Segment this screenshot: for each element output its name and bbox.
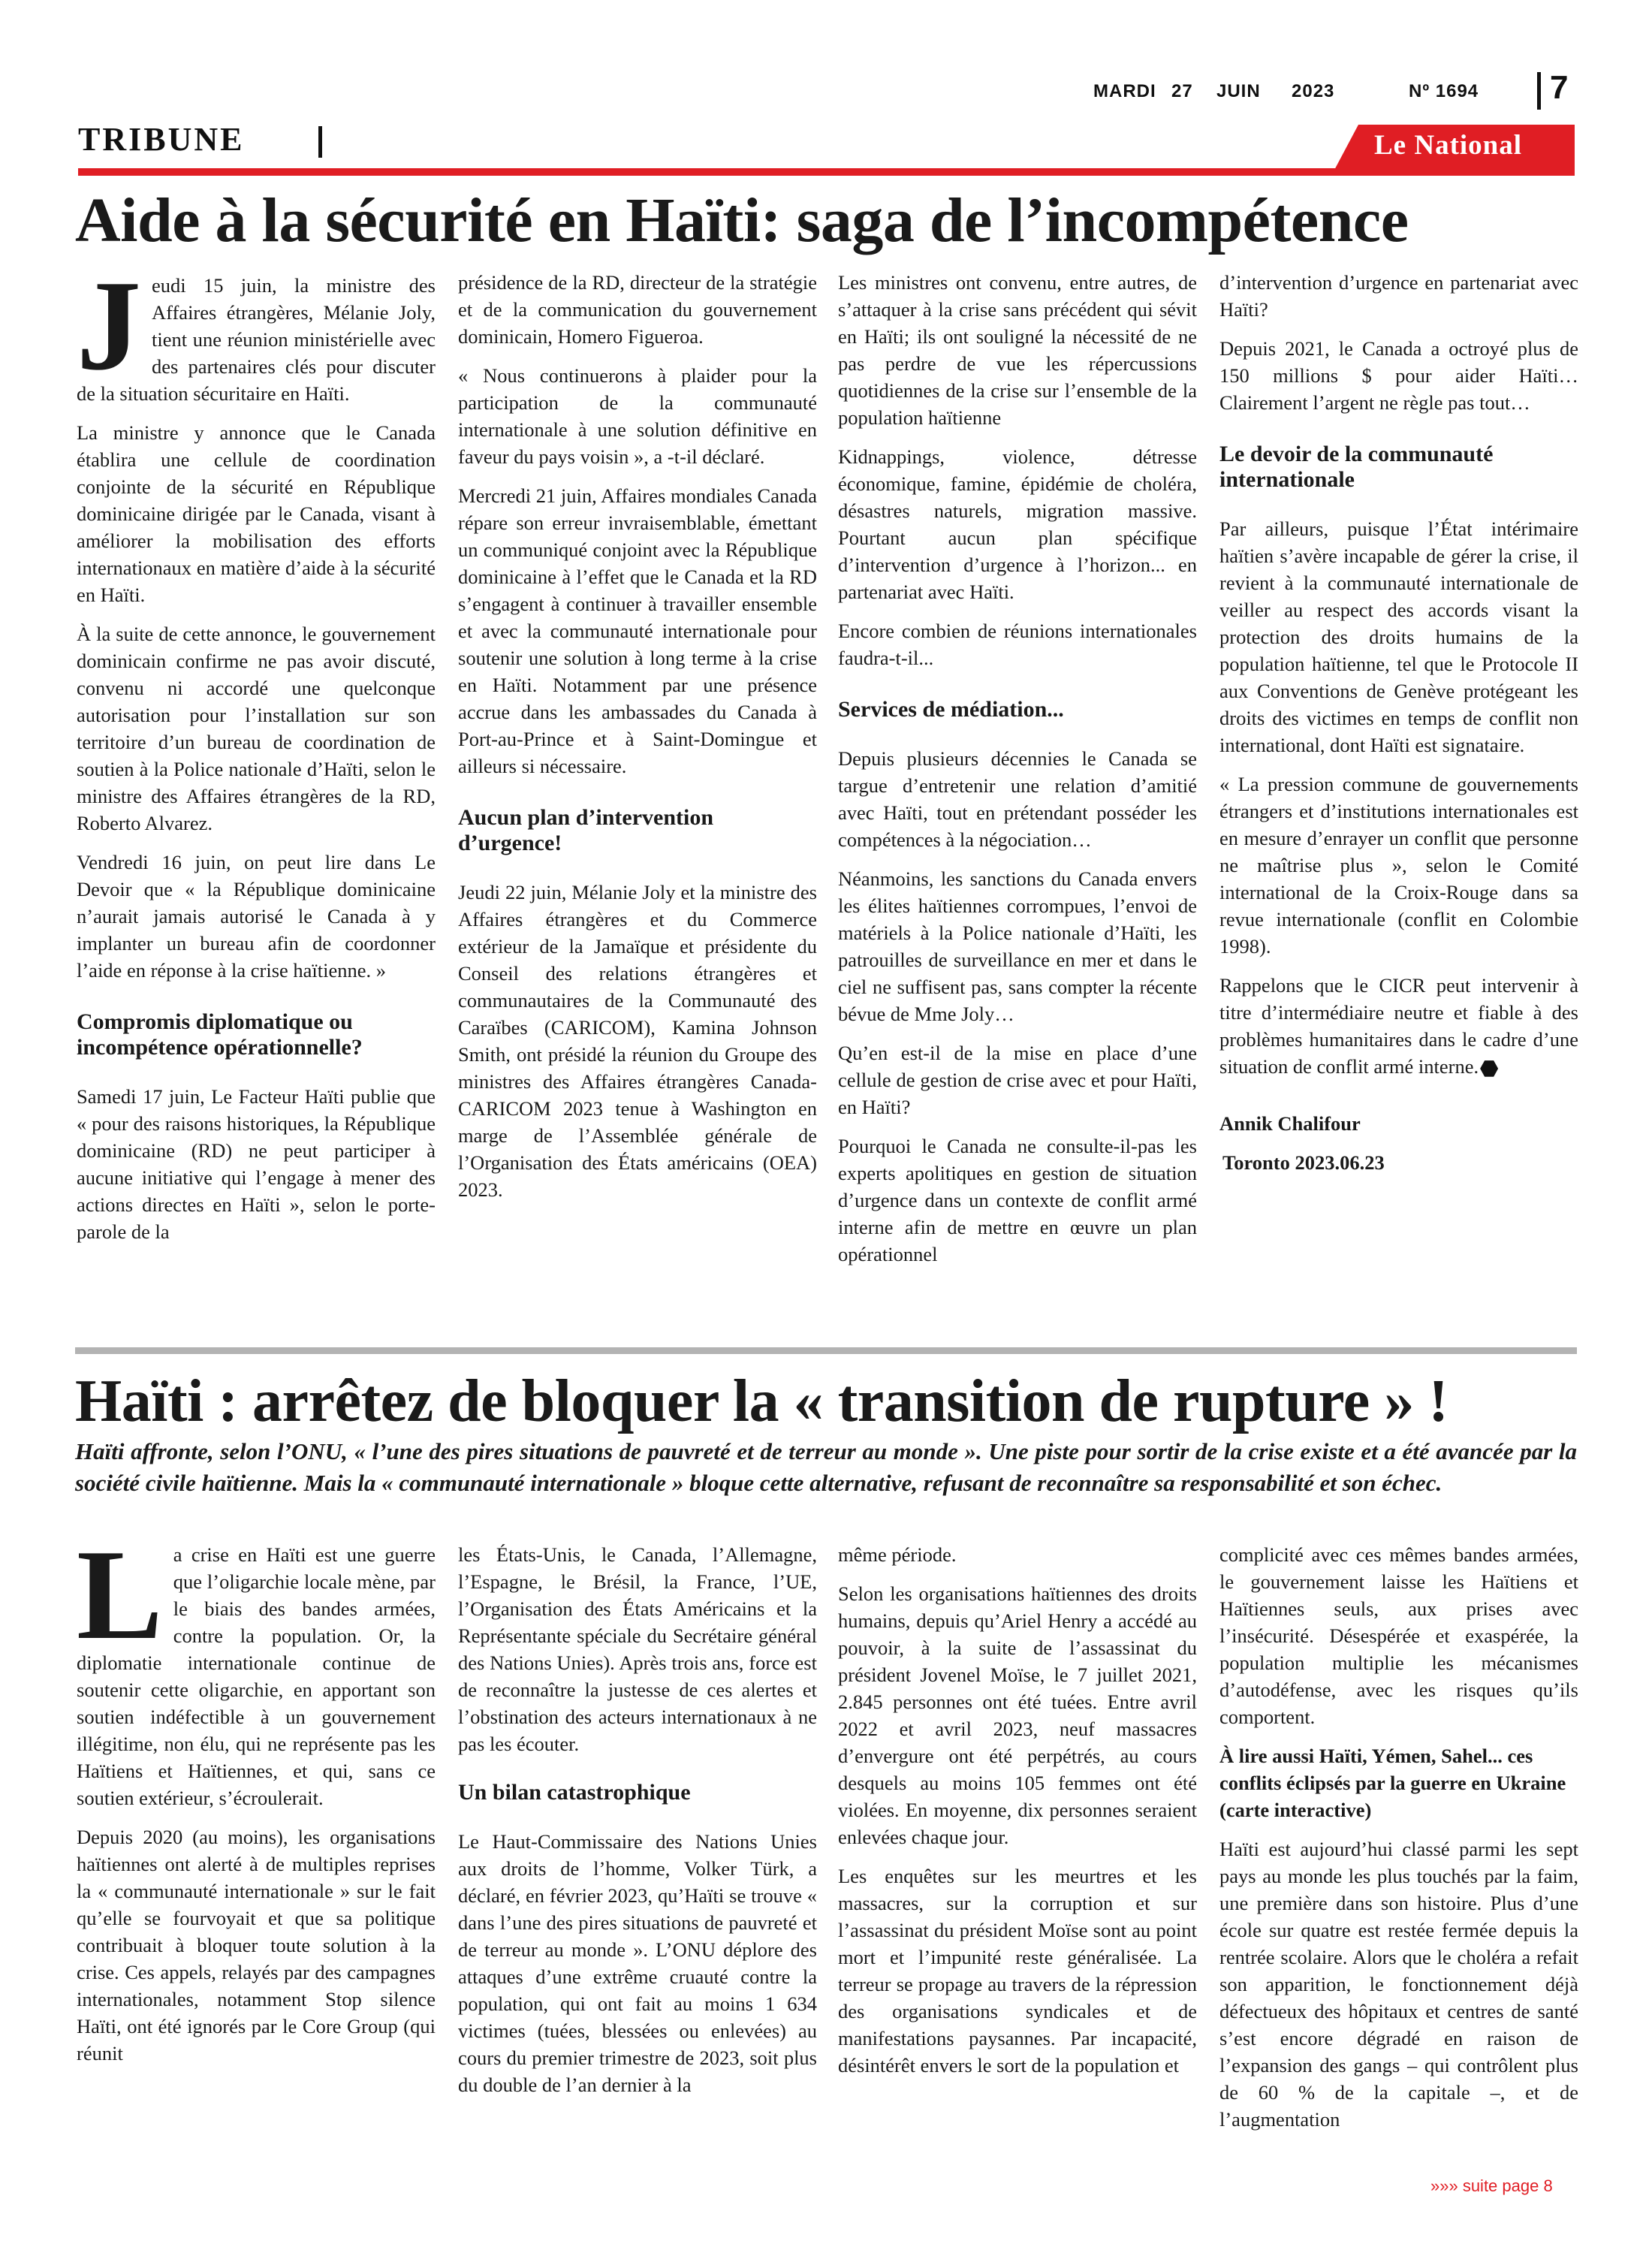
paragraph: eudi 15 juin, la ministre des Affaires étrangères, Mélanie Joly, tient une réunion ministérielle avec des partenaires clés pour discuter de la situation sécuritaire en Haïti. [77,274,436,405]
subheading: Aucun plan d’intervention d’urgence! [458,805,714,855]
paragraph: même période. [838,1543,957,1566]
article1-title: Aide à la sécurité en Haïti: saga de l’incompétence [75,185,1409,255]
paragraph: Mercredi 21 juin, Affaires mondiales Canada répare son erreur invraisemblable, émettant un communiqué conjoint avec la République dominicaine à l’effet que le Canada et la RD s’engagent à continuer à travailler ensemble et avec la communauté internationale pour soutenir une solution à long terme à la crise en Haïti. Notamment par une présence accrue dans les ambassades du Canada à Port-au-Prince et à Saint-Domingue et ailleurs si nécessaire. [458,484,817,777]
subheading: Compromis diplomatique ou incompétence opérationnelle? [77,1009,363,1060]
paragraph: Haïti est aujourd’hui classé parmi les sept pays au monde les plus touchés par la faim, une première dans son histoire. Plus d’une école sur quatre est restée fermée depuis la rentrée scolaire. Alors que le choléra a refait son apparition, le fonctionnement déjà défectueux des hôpitaux et centres de santé s’est encore dégradé en raison de l’expansion des gangs – qui contrôlent plus de 60 % de la capitale –, et de l’augmentation [1219,1838,1578,2131]
paragraph: Les enquêtes sur les meurtres et les massacres, sur la corruption et sur l’assassinat du président Moïse sont au point mort et l’impunité reste généralisée. La terreur se propage au travers de la répression des organisations syndicales et de manifestations paysannes. Par incapacité, désintérêt envers le sort de la population et [838,1865,1197,2077]
article2-deck: Haïti affronte, selon l’ONU, « l’une des pires situations de pauvreté et de terreur au monde ». Une piste pour sortir de la crise existe et a été avancée par la société civile haïtienne. Mais la « communauté internationale » bloque cette alternative, refusant de reconnaître sa responsabilité et son échec. [75,1438,1577,1496]
article1-author: Annik Chalifour [1219,1112,1361,1135]
issue-year: 2023 [1292,81,1335,101]
paragraph: Depuis 2020 (au moins), les organisations haïtiennes ont alerté à de multiples reprises la « communauté internationale » sur le fait qu’elle se fourvoyait et que sa politique contribuait à bloquer toute solution à la crise. Ces appels, relayés par des campagnes internationales, notamment Stop silence Haïti, ont été ignorés par le Core Group (qui réunit [77,1826,436,2064]
paragraph: Par ailleurs, puisque l’État intérimaire haïtien s’avère incapable de gérer la crise, il revient à la communauté internationale de veiller au respect des accords visant la protection des droits humains de la population haïtienne, tel que le Protocole II aux Conventions de Genève protégeant les droits des victimes en temps de conflit non international, dont Haïti est signataire. [1219,517,1578,756]
issue-month: JUIN [1216,81,1261,101]
article2-column-3 [838,1541,1197,2091]
paragraph: La ministre y annonce que le Canada établira une cellule de coordination conjointe de la sécurité en République dominicaine dirigée par le Canada, visant à améliorer la mobilisation des efforts internationaux en matière d’aide à la sécurité en Haïti. [77,421,436,606]
paragraph: Qu’en est-il de la mise en place d’une cellule de gestion de crise avec et pour Haïti, en Haïti? [838,1042,1197,1118]
section-label: TRIBUNE [78,121,245,158]
subheading: Services de médiation... [838,697,1064,722]
paragraph: Néanmoins, les sanctions du Canada envers les élites haïtiennes corrompues, l’envoi de matériels à la Police nationale d’Haïti, les patrouilles de surveillance en mer et dans le ciel ne suffisent pas, sans compter la récente bévue de Mme Joly… [838,867,1197,1025]
article1-place-date: Toronto 2023.06.23 [1222,1151,1385,1174]
subheading: Le devoir de la communauté internationale [1219,442,1494,492]
paragraph: Depuis plusieurs décennies le Canada se targue d’entretenir une relation d’amitié avec Haïti, tout en prétendant posséder les compétences à la négociation… [838,747,1197,851]
continued-on-page[interactable]: »»» suite page 8 [1430,2176,1553,2195]
paragraph: les États-Unis, le Canada, l’Allemagne, l’Espagne, le Brésil, la France, l’UE, l’Organisation des États Américains et la Représentante spéciale du Secrétaire général des Nations Unies). Après trois ans, force est de reconnaître la justesse de ces alertes et l’obstination des acteurs internationaux à ne pas les écouter. [458,1543,817,1755]
paragraph: Samedi 17 juin, Le Facteur Haïti publie que « pour des raisons historiques, la République dominicaine (RD) ne peut participer à aucune initiative qui l’engage à mener des actions directes en Haïti », selon le porte-parole de la [77,1085,436,1243]
paragraph: complicité avec ces mêmes bandes armées, le gouvernement laisse les Haïtiens et Haïtiennes seuls, aux prises avec l’insécurité. Désespérée et exaspérée, la population multiplie les mécanismes d’autodéfense, avec les risques qu’ils comportent. [1219,1543,1578,1728]
article2-title: Haïti : arrêtez de bloquer la « transition de rupture » ! [75,1368,1449,1434]
article2-column-1 [77,1524,436,2079]
paragraph: Le Haut-Commissaire des Nations Unies aux droits de l’homme, Volker Türk, a déclaré, en février 2023, qu’Haïti se trouve « dans l’une des pires situations de pauvreté et de terreur au monde ». L’ONU déplore des attaques d’une extrême cruauté contre la population, qui ont fait au moins 1 634 victimes (tuées, blessées ou enlevées) au cours du premier trimestre de 2023, soit plus du double de l’an dernier à la [458,1830,817,2096]
paragraph: Kidnappings, violence, détresse économique, famine, épidémie de choléra, désastres naturels, migration massive. Pourtant aucun plan spécifique d’intervention d’urgence à l’horizon... en partenariat avec Haïti. [838,445,1197,603]
paragraph: a crise en Haïti est une guerre que l’oligarchie locale mène, par le biais des bandes armées, contre la population. Or, la diplomatie internationale continue de soutenir cette oligarchie, en apportant son soutien indéfectible à un gouvernement illégitime, non élu, qui ne représente pas les Haïtiens et Haïtiennes, et qui, sans ce soutien extérieur, s’écroulerait. [77,1543,436,1809]
header-rule [78,168,1575,176]
article1-column-2 [458,269,817,1215]
paragraph: d’intervention d’urgence en partenariat avec Haïti? [1219,271,1578,321]
article1-column-1 [77,255,436,1257]
issue-number: Nº 1694 [1409,81,1479,101]
issue-day: MARDI [1093,81,1156,101]
article-divider [75,1347,1577,1354]
paragraph: « Nous continuerons à plaider pour la participation de la communauté internationale à une solution définitive en faveur du pays voisin », a -t-il déclaré. [458,364,817,468]
paper-name: Le National [1374,130,1523,161]
paragraph: Depuis 2021, le Canada a octroyé plus de 150 millions $ pour aider Haïti… Clairement l’argent ne règle pas tout… [1219,337,1578,414]
paragraph: Encore combien de réunions internationales faudra-t-il... [838,620,1197,669]
article1-column-4 [1219,269,1578,1188]
article2-dropcap: L [77,1524,163,1666]
paragraph: présidence de la RD, directeur de la stratégie et de la communication du gouvernement dominicain, Homero Figueroa. [458,271,817,348]
paragraph-text: Rappelons que le CICR peut intervenir à titre d’intermédiaire neutre et fiable à des problèmes humanitaires dans le cadre d’une situation de conflit armé interne. [1219,974,1578,1078]
related-article-link[interactable]: À lire aussi Haïti, Yémen, Sahel... ces conflits éclipsés par la guerre en Ukraine (carte interactive) [1219,1745,1566,1821]
page-number-divider [1537,72,1541,110]
article2-column-2 [458,1541,817,2110]
paragraph: « La pression commune de gouvernements étrangers et d’institutions internationales est en mesure d’enrayer un conflit que personne ne maîtrise plus », selon le Comité international de la Croix-Rouge dans sa revue internationale (conflit en Colombie 1998). [1219,773,1578,958]
article1-column-3 [838,269,1197,1280]
subheading: Un bilan catastrophique [458,1780,691,1805]
page-number: 7 [1550,69,1569,106]
paragraph: Les ministres ont convenu, entre autres, de s’attaquer à la crise sans précédent qui sévit en Haïti; ils ont souligné la nécessité de ne pas perdre de vue les répercussions quotidiennes de la crise sur l’ensemble de la population haïtienne [838,271,1197,429]
end-of-article-icon [1480,1060,1498,1078]
paragraph [1219,972,1578,1080]
section-divider [318,126,322,158]
paragraph: Vendredi 16 juin, on peut lire dans Le Devoir que « la République dominicaine n’aurait jamais autorisé le Canada à y implanter un bureau afin de coordonner l’aide en réponse à la crise haïtienne. » [77,851,436,982]
article1-dropcap: J [77,255,141,397]
article2-column-4 [1219,1541,1578,2145]
paragraph: Jeudi 22 juin, Mélanie Joly et la ministre des Affaires étrangères et du Commerce extérieur de la Jamaïque et présidente du Conseil des relations étrangères et communautaires de la Communauté des Caraïbes (CARICOM), Kamina Johnson Smith, ont présidé la réunion du Groupe des ministres des Affaires étrangères Canada-CARICOM 2023 tenue à Washington en marge de l’Assemblée générale de l’Organisation des États américains (OEA) 2023. [458,881,817,1201]
paragraph: À la suite de cette annonce, le gouvernement dominicain confirme ne pas avoir discuté, convenu ni accordé une quelconque autorisation pour l’installation sur son territoire d’un bureau de coordination de soutien à la Police nationale d’Haïti, selon le ministre des Affaires étrangères de la RD, Roberto Alvarez. [77,623,436,834]
paragraph: Selon les organisations haïtiennes des droits humains, depuis qu’Ariel Henry a accédé au pouvoir, à la suite de l’assassinat du président Jovenel Moïse, le 7 juillet 2021, 2.845 personnes ont été tuées. Entre avril 2022 et avril 2023, neuf massacres d’envergure ont été perpétrés, au cours desquels au moins 105 femmes ont été violées. En moyenne, dix personnes seraient enlevées chaque jour. [838,1582,1197,1848]
paragraph: Pourquoi le Canada ne consulte-il-pas les experts apolitiques en gestion de situation d’urgence dans un contexte de conflit armé interne afin de mettre en œuvre un plan opérationnel [838,1135,1197,1265]
issue-date-num: 27 [1171,81,1193,101]
